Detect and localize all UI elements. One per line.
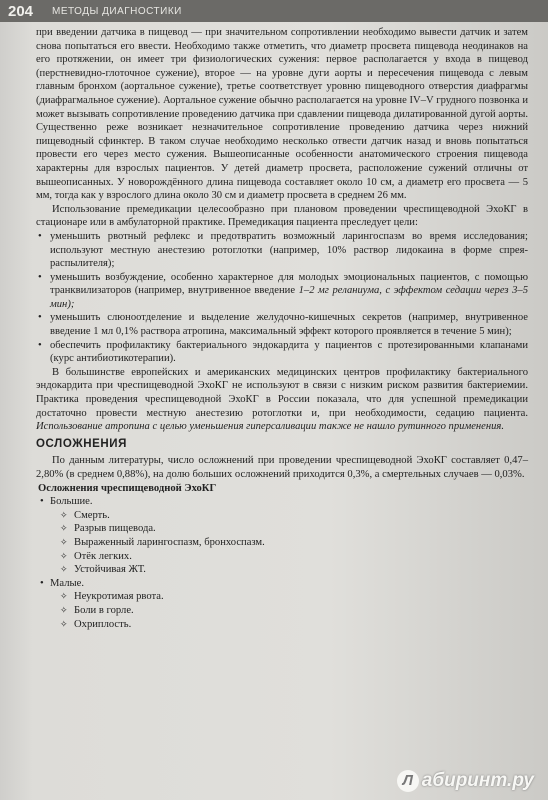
list-item: ✧ Охриплость. — [60, 618, 528, 632]
minor-complications — [36, 577, 528, 631]
major-complications-list — [38, 509, 528, 577]
labirint-watermark — [397, 770, 534, 792]
section-title-complications: ОСЛОЖНЕНИЯ — [36, 437, 128, 450]
list-item: ✧ Неукротимая рвота. — [60, 590, 528, 604]
list-item: ✧ Выраженный ларингоспазм, бронхоспазм. — [60, 536, 528, 550]
list-item: ✧ Отёк легких. — [60, 550, 528, 564]
minor-label: • Малые. — [38, 577, 528, 591]
page-content — [36, 26, 528, 631]
list-item: ✧ Разрыв пищевода. — [60, 522, 528, 536]
list-item: • уменьшить возбуждение, особенно характерное для молодых эмоциональных пациентов, с помощью транквилизаторов (например, внутривенное введение 1–2 мг реланиума, с эффектом седации через 3–5 мин); — [36, 271, 528, 312]
watermark-text: абиринт.ру — [421, 770, 534, 791]
list-item: • уменьшить рвотный рефлекс и предотвратить возможный ларингоспазм во время исследования; используют местную анестезию ротоглотки (например, 10% раствор лидокаина в форме спрея-распылителя); — [36, 230, 528, 271]
list-item: ✧ Смерть. — [60, 509, 528, 523]
labirint-logo-icon: Л — [397, 770, 419, 792]
paragraph-prophylaxis: В большинстве европейских и американских медицинских центров профилактику бактериального эндокардита при чреспищеводной ЭхоКГ не используют в связи с низким риском развития бактериемии. Практика проведения чреспищеводной ЭхоКГ в России показала, что для успешной премедикации достаточно провести местную анестезию ротоглотки и, при необходимости, седацию пациента. Использование атропина с целью уменьшения гиперсаливации также не нашло рутинного применения. — [36, 366, 528, 433]
paragraph-premedication: Использование премедикации целесообразно при плановом проведении чреспищеводной ЭхоКГ в стационаре или в амбулаторной практике. Премедикация пациента преследует цели: — [36, 203, 528, 229]
list-item: • обеспечить профилактику бактериального эндокардита у пациентов с протезированными клапанами (курс антибиотикотерапии). — [36, 339, 528, 366]
minor-complications-list — [38, 590, 528, 631]
premedication-goals-list — [36, 230, 528, 366]
major-complications — [36, 495, 528, 577]
page-number: 204 — [8, 2, 34, 20]
list-item: • уменьшить слюноотделение и выделение желудочно-кишечных секретов (например, внутривенное введение 1 мл 0,1% раствора атропина, максимальный эффект которого проявляется в течение 5 мин); — [36, 311, 528, 338]
running-title: МЕТОДЫ ДИАГНОСТИКИ — [52, 5, 182, 17]
list-item: ✧ Боли в горле. — [60, 604, 528, 618]
list-item: ✧ Устойчивая ЖТ. — [60, 563, 528, 577]
major-label: • Большие. — [38, 495, 528, 509]
page-header — [0, 0, 548, 22]
paragraph-esophagus-anatomy: при введении датчика в пищевод — при значительном сопротивлении необходимо вывести датчик и затем снова попытаться его ввести. Необходимо также отметить, что диаметр просвета пищевода неодинаков на его протяжении, он имеет три физиологических сужения: первое располагается у входа в пищевод (перстневидно-глоточное сужение), второе — на уровне дуги аорты и пересечения пищевода с левым главным бронхом (аортальное сужение), третье соответствует уровню пищеводного отверстия диафрагмы (диафрагмальное сужение). Аортальное сужение обычно располагается на уровне IV–V грудного позвонка и может вызывать сопротивление проведению датчика при сдавлении пищевода дилатированной дугой аорты. Существенно реже возникает незначительное сопротивление проведению датчика через нижний пищеводный сфинктер. В таком случае необходимо несколько отвести датчик назад и вновь попытаться провести его через место сужения. Вышеописанные особенности анатомического строения пищевода характерны для взрослых пациентов. У детей диаметр просвета, расположение сужений отличны от вышеописанных. У новорождённого длина пищевода составляет около 10 см, а диаметр его просвета — 5 мм, тогда как у взрослого длина около 30 см и диаметр просвета в среднем 26 мм. — [36, 27, 528, 202]
complications-subheading: Осложнения чреспищеводной ЭхоКГ — [38, 482, 217, 494]
paragraph-complications-intro: По данным литературы, число осложнений при проведении чреспищеводной ЭхоКГ составляет 0,47–2,80% (в среднем 0,88%), на долю больших осложнений приходится 0,3%, а смертельных случаев — 0,03%. — [36, 455, 528, 480]
